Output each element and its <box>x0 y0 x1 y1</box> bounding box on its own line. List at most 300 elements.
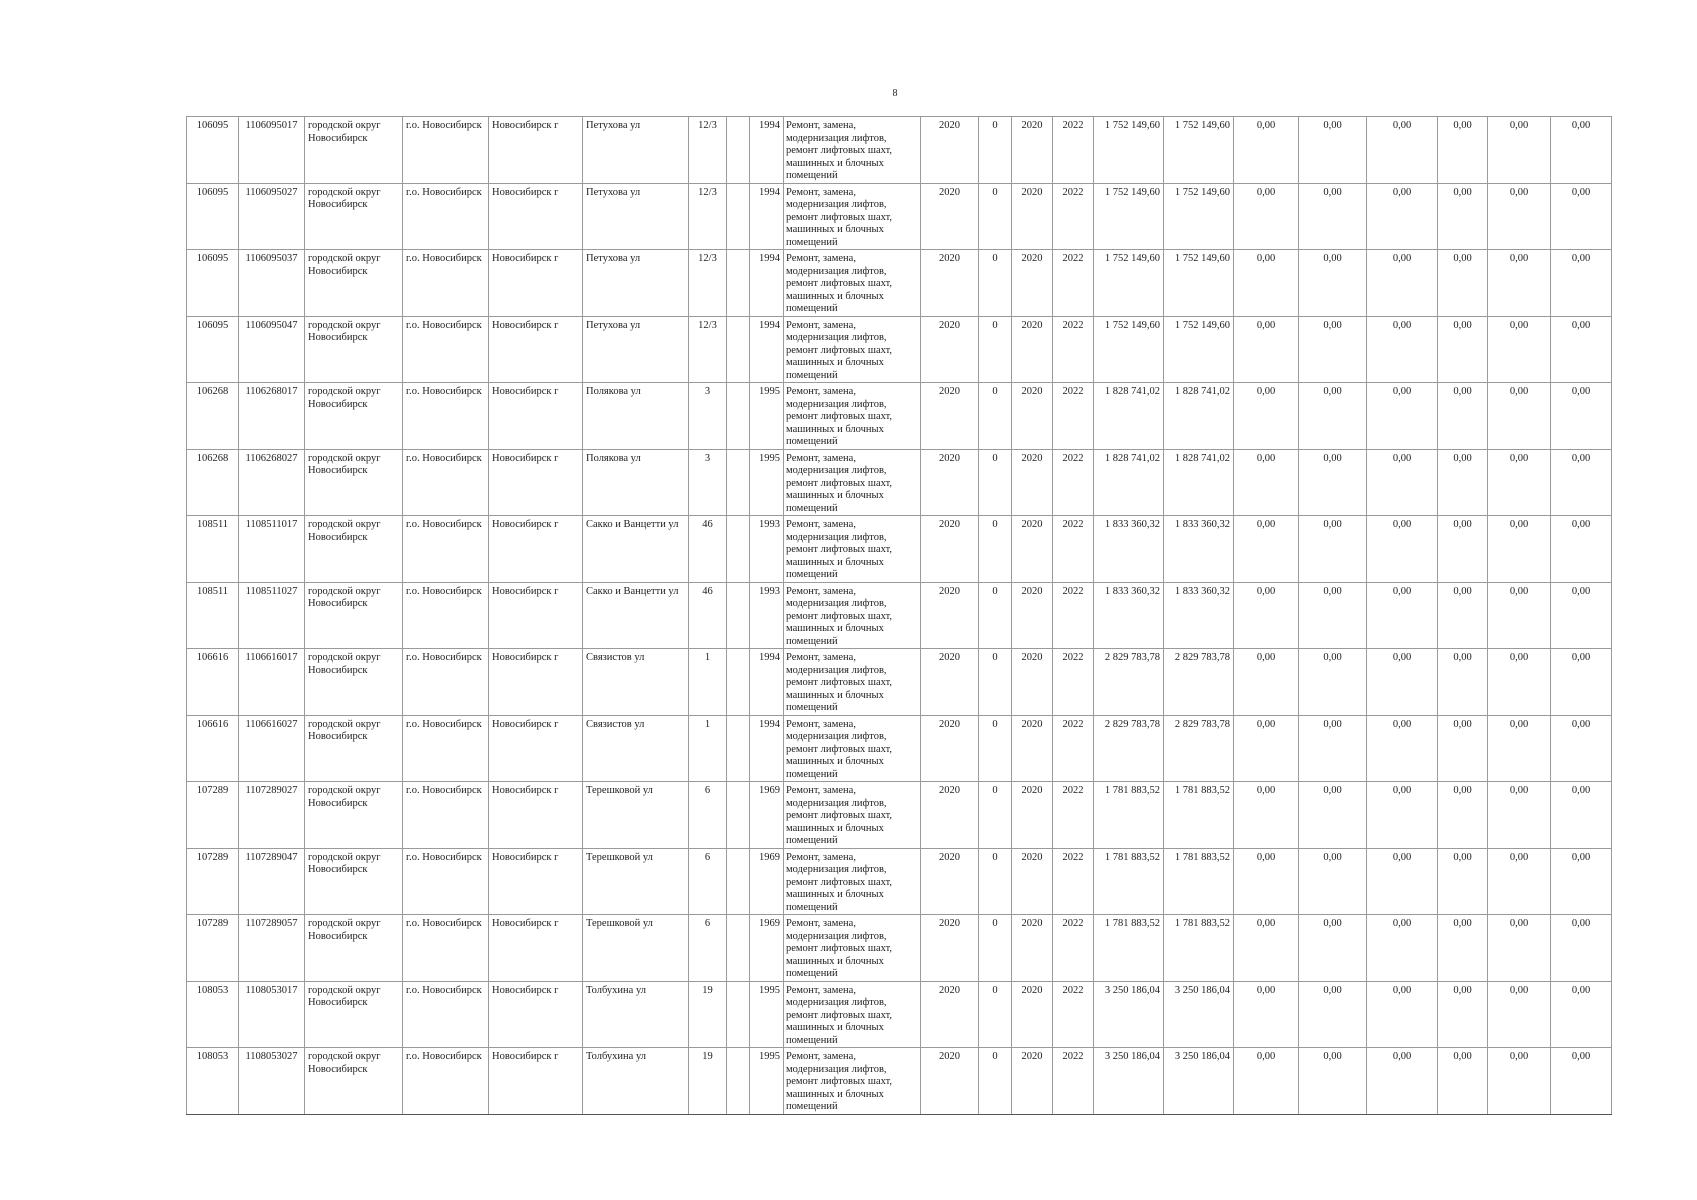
street-cell: Сакко и Ванцетти ул <box>583 582 689 649</box>
amount-cell-6: 0,00 <box>1551 782 1612 849</box>
street-cell: Петухова ул <box>583 117 689 184</box>
amount-cell-1: 0,00 <box>1234 649 1299 716</box>
cost-fund-cell: 2 829 783,78 <box>1164 715 1234 782</box>
house-id-cell: 107289 <box>187 915 239 982</box>
city-district-cell: г.о. Новосибирск <box>403 715 489 782</box>
end-year-cell: 2022 <box>1053 782 1094 849</box>
municipality-cell: городской округ Новосибирск <box>305 782 403 849</box>
build-year-cell: 1994 <box>750 250 784 317</box>
settlement-cell: Новосибирск г <box>489 848 583 915</box>
plan-year-cell: 2020 <box>921 516 979 583</box>
amount-cell-2: 0,00 <box>1299 383 1367 450</box>
cost-total-cell: 1 752 149,60 <box>1094 117 1164 184</box>
amount-cell-6: 0,00 <box>1551 649 1612 716</box>
house-id-cell: 108053 <box>187 1048 239 1115</box>
element-id-cell: 1106268017 <box>239 383 305 450</box>
amount-cell-1: 0,00 <box>1234 117 1299 184</box>
zero-cell: 0 <box>979 715 1012 782</box>
amount-cell-6: 0,00 <box>1551 316 1612 383</box>
house-id-cell: 108511 <box>187 516 239 583</box>
cost-total-cell: 1 781 883,52 <box>1094 915 1164 982</box>
amount-cell-3: 0,00 <box>1367 915 1438 982</box>
settlement-cell: Новосибирск г <box>489 516 583 583</box>
table-row <box>187 250 1612 317</box>
work-type-cell: Ремонт, замена, модернизация лифтов, ремонт лифтовых шахт, машинных и блочных помещений <box>784 848 921 915</box>
element-id-cell: 1106268027 <box>239 449 305 516</box>
element-id-cell: 1106616027 <box>239 715 305 782</box>
city-district-cell: г.о. Новосибирск <box>403 183 489 250</box>
street-cell: Толбухина ул <box>583 981 689 1048</box>
table-row <box>187 516 1612 583</box>
amount-cell-2: 0,00 <box>1299 981 1367 1048</box>
zero-cell: 0 <box>979 915 1012 982</box>
amount-cell-6: 0,00 <box>1551 715 1612 782</box>
start-year-cell: 2020 <box>1012 383 1053 450</box>
end-year-cell: 2022 <box>1053 915 1094 982</box>
start-year-cell: 2020 <box>1012 250 1053 317</box>
amount-cell-6: 0,00 <box>1551 848 1612 915</box>
element-id-cell: 1108511017 <box>239 516 305 583</box>
house-id-cell: 106095 <box>187 117 239 184</box>
cost-fund-cell: 1 781 883,52 <box>1164 915 1234 982</box>
end-year-cell: 2022 <box>1053 117 1094 184</box>
table-row <box>187 449 1612 516</box>
start-year-cell: 2020 <box>1012 117 1053 184</box>
amount-cell-5: 0,00 <box>1488 981 1551 1048</box>
amount-cell-2: 0,00 <box>1299 915 1367 982</box>
house-id-cell: 106268 <box>187 449 239 516</box>
house-id-cell: 107289 <box>187 848 239 915</box>
cost-fund-cell: 1 752 149,60 <box>1164 117 1234 184</box>
end-year-cell: 2022 <box>1053 848 1094 915</box>
work-type-cell: Ремонт, замена, модернизация лифтов, ремонт лифтовых шахт, машинных и блочных помещений <box>784 782 921 849</box>
element-id-cell: 1108511027 <box>239 582 305 649</box>
amount-cell-5: 0,00 <box>1488 649 1551 716</box>
end-year-cell: 2022 <box>1053 383 1094 450</box>
table-row <box>187 981 1612 1048</box>
house-number-cell: 12/3 <box>689 316 727 383</box>
start-year-cell: 2020 <box>1012 915 1053 982</box>
cost-fund-cell: 1 781 883,52 <box>1164 782 1234 849</box>
amount-cell-3: 0,00 <box>1367 383 1438 450</box>
build-year-cell: 1995 <box>750 1048 784 1115</box>
amount-cell-4: 0,00 <box>1438 449 1488 516</box>
amount-cell-3: 0,00 <box>1367 782 1438 849</box>
amount-cell-4: 0,00 <box>1438 1048 1488 1115</box>
end-year-cell: 2022 <box>1053 715 1094 782</box>
zero-cell: 0 <box>979 516 1012 583</box>
house-number-cell: 12/3 <box>689 183 727 250</box>
house-number-cell: 19 <box>689 1048 727 1115</box>
house-number-cell: 1 <box>689 649 727 716</box>
build-year-cell: 1969 <box>750 848 784 915</box>
build-year-cell: 1995 <box>750 981 784 1048</box>
settlement-cell: Новосибирск г <box>489 183 583 250</box>
building-cell <box>727 782 750 849</box>
house-number-cell: 46 <box>689 516 727 583</box>
amount-cell-2: 0,00 <box>1299 316 1367 383</box>
start-year-cell: 2020 <box>1012 183 1053 250</box>
amount-cell-6: 0,00 <box>1551 516 1612 583</box>
element-id-cell: 1106095027 <box>239 183 305 250</box>
house-id-cell: 106616 <box>187 715 239 782</box>
house-number-cell: 3 <box>689 449 727 516</box>
amount-cell-1: 0,00 <box>1234 582 1299 649</box>
repair-registry-table <box>186 116 1612 1115</box>
city-district-cell: г.о. Новосибирск <box>403 848 489 915</box>
build-year-cell: 1994 <box>750 316 784 383</box>
street-cell: Терешковой ул <box>583 915 689 982</box>
amount-cell-5: 0,00 <box>1488 848 1551 915</box>
build-year-cell: 1994 <box>750 649 784 716</box>
cost-total-cell: 1 752 149,60 <box>1094 316 1164 383</box>
zero-cell: 0 <box>979 250 1012 317</box>
build-year-cell: 1994 <box>750 183 784 250</box>
municipality-cell: городской округ Новосибирск <box>305 582 403 649</box>
street-cell: Петухова ул <box>583 183 689 250</box>
build-year-cell: 1994 <box>750 715 784 782</box>
house-number-cell: 19 <box>689 981 727 1048</box>
start-year-cell: 2020 <box>1012 449 1053 516</box>
city-district-cell: г.о. Новосибирск <box>403 250 489 317</box>
settlement-cell: Новосибирск г <box>489 715 583 782</box>
build-year-cell: 1969 <box>750 915 784 982</box>
house-number-cell: 6 <box>689 915 727 982</box>
plan-year-cell: 2020 <box>921 915 979 982</box>
cost-total-cell: 1 752 149,60 <box>1094 183 1164 250</box>
street-cell: Сакко и Ванцетти ул <box>583 516 689 583</box>
amount-cell-3: 0,00 <box>1367 1048 1438 1115</box>
amount-cell-2: 0,00 <box>1299 649 1367 716</box>
work-type-cell: Ремонт, замена, модернизация лифтов, ремонт лифтовых шахт, машинных и блочных помещений <box>784 582 921 649</box>
amount-cell-4: 0,00 <box>1438 715 1488 782</box>
house-number-cell: 12/3 <box>689 250 727 317</box>
zero-cell: 0 <box>979 582 1012 649</box>
amount-cell-2: 0,00 <box>1299 183 1367 250</box>
cost-total-cell: 1 828 741,02 <box>1094 449 1164 516</box>
municipality-cell: городской округ Новосибирск <box>305 383 403 450</box>
city-district-cell: г.о. Новосибирск <box>403 649 489 716</box>
settlement-cell: Новосибирск г <box>489 250 583 317</box>
amount-cell-5: 0,00 <box>1488 915 1551 982</box>
house-id-cell: 108511 <box>187 582 239 649</box>
amount-cell-5: 0,00 <box>1488 316 1551 383</box>
amount-cell-1: 0,00 <box>1234 1048 1299 1115</box>
start-year-cell: 2020 <box>1012 1048 1053 1115</box>
municipality-cell: городской округ Новосибирск <box>305 117 403 184</box>
amount-cell-5: 0,00 <box>1488 449 1551 516</box>
work-type-cell: Ремонт, замена, модернизация лифтов, ремонт лифтовых шахт, машинных и блочных помещений <box>784 516 921 583</box>
amount-cell-4: 0,00 <box>1438 782 1488 849</box>
start-year-cell: 2020 <box>1012 715 1053 782</box>
amount-cell-2: 0,00 <box>1299 1048 1367 1115</box>
cost-fund-cell: 1 828 741,02 <box>1164 449 1234 516</box>
building-cell <box>727 582 750 649</box>
cost-fund-cell: 3 250 186,04 <box>1164 981 1234 1048</box>
municipality-cell: городской округ Новосибирск <box>305 516 403 583</box>
amount-cell-6: 0,00 <box>1551 1048 1612 1115</box>
city-district-cell: г.о. Новосибирск <box>403 516 489 583</box>
street-cell: Полякова ул <box>583 449 689 516</box>
work-type-cell: Ремонт, замена, модернизация лифтов, ремонт лифтовых шахт, машинных и блочных помещений <box>784 649 921 716</box>
amount-cell-4: 0,00 <box>1438 117 1488 184</box>
settlement-cell: Новосибирск г <box>489 316 583 383</box>
house-number-cell: 6 <box>689 782 727 849</box>
city-district-cell: г.о. Новосибирск <box>403 117 489 184</box>
cost-total-cell: 1 781 883,52 <box>1094 848 1164 915</box>
amount-cell-6: 0,00 <box>1551 183 1612 250</box>
building-cell <box>727 848 750 915</box>
element-id-cell: 1107289047 <box>239 848 305 915</box>
registry-body <box>187 117 1612 1115</box>
municipality-cell: городской округ Новосибирск <box>305 649 403 716</box>
element-id-cell: 1108053027 <box>239 1048 305 1115</box>
amount-cell-6: 0,00 <box>1551 981 1612 1048</box>
amount-cell-5: 0,00 <box>1488 782 1551 849</box>
municipality-cell: городской округ Новосибирск <box>305 183 403 250</box>
cost-fund-cell: 2 829 783,78 <box>1164 649 1234 716</box>
settlement-cell: Новосибирск г <box>489 1048 583 1115</box>
amount-cell-1: 0,00 <box>1234 449 1299 516</box>
cost-fund-cell: 1 833 360,32 <box>1164 516 1234 583</box>
start-year-cell: 2020 <box>1012 782 1053 849</box>
cost-total-cell: 1 833 360,32 <box>1094 516 1164 583</box>
amount-cell-3: 0,00 <box>1367 715 1438 782</box>
zero-cell: 0 <box>979 383 1012 450</box>
cost-fund-cell: 1 781 883,52 <box>1164 848 1234 915</box>
zero-cell: 0 <box>979 449 1012 516</box>
amount-cell-4: 0,00 <box>1438 516 1488 583</box>
building-cell <box>727 316 750 383</box>
municipality-cell: городской округ Новосибирск <box>305 449 403 516</box>
amount-cell-6: 0,00 <box>1551 383 1612 450</box>
amount-cell-5: 0,00 <box>1488 117 1551 184</box>
table-row <box>187 316 1612 383</box>
building-cell <box>727 649 750 716</box>
build-year-cell: 1993 <box>750 516 784 583</box>
cost-total-cell: 2 829 783,78 <box>1094 715 1164 782</box>
plan-year-cell: 2020 <box>921 316 979 383</box>
settlement-cell: Новосибирск г <box>489 915 583 982</box>
amount-cell-4: 0,00 <box>1438 582 1488 649</box>
city-district-cell: г.о. Новосибирск <box>403 782 489 849</box>
settlement-cell: Новосибирск г <box>489 383 583 450</box>
building-cell <box>727 1048 750 1115</box>
element-id-cell: 1107289057 <box>239 915 305 982</box>
start-year-cell: 2020 <box>1012 582 1053 649</box>
amount-cell-3: 0,00 <box>1367 449 1438 516</box>
amount-cell-5: 0,00 <box>1488 582 1551 649</box>
work-type-cell: Ремонт, замена, модернизация лифтов, ремонт лифтовых шахт, машинных и блочных помещений <box>784 183 921 250</box>
build-year-cell: 1994 <box>750 117 784 184</box>
street-cell: Связистов ул <box>583 649 689 716</box>
plan-year-cell: 2020 <box>921 715 979 782</box>
zero-cell: 0 <box>979 316 1012 383</box>
element-id-cell: 1106616017 <box>239 649 305 716</box>
end-year-cell: 2022 <box>1053 1048 1094 1115</box>
end-year-cell: 2022 <box>1053 250 1094 317</box>
city-district-cell: г.о. Новосибирск <box>403 1048 489 1115</box>
amount-cell-3: 0,00 <box>1367 250 1438 317</box>
city-district-cell: г.о. Новосибирск <box>403 981 489 1048</box>
amount-cell-1: 0,00 <box>1234 250 1299 317</box>
table-row <box>187 915 1612 982</box>
element-id-cell: 1106095047 <box>239 316 305 383</box>
street-cell: Толбухина ул <box>583 1048 689 1115</box>
cost-fund-cell: 3 250 186,04 <box>1164 1048 1234 1115</box>
plan-year-cell: 2020 <box>921 117 979 184</box>
amount-cell-2: 0,00 <box>1299 250 1367 317</box>
municipality-cell: городской округ Новосибирск <box>305 981 403 1048</box>
amount-cell-3: 0,00 <box>1367 582 1438 649</box>
amount-cell-2: 0,00 <box>1299 848 1367 915</box>
amount-cell-4: 0,00 <box>1438 848 1488 915</box>
building-cell <box>727 250 750 317</box>
cost-total-cell: 1 833 360,32 <box>1094 582 1164 649</box>
street-cell: Полякова ул <box>583 383 689 450</box>
cost-fund-cell: 1 752 149,60 <box>1164 250 1234 317</box>
house-number-cell: 1 <box>689 715 727 782</box>
table-row <box>187 183 1612 250</box>
cost-fund-cell: 1 752 149,60 <box>1164 316 1234 383</box>
end-year-cell: 2022 <box>1053 316 1094 383</box>
cost-total-cell: 1 752 149,60 <box>1094 250 1164 317</box>
settlement-cell: Новосибирск г <box>489 649 583 716</box>
zero-cell: 0 <box>979 117 1012 184</box>
street-cell: Терешковой ул <box>583 848 689 915</box>
zero-cell: 0 <box>979 183 1012 250</box>
table-row <box>187 383 1612 450</box>
work-type-cell: Ремонт, замена, модернизация лифтов, ремонт лифтовых шахт, машинных и блочных помещений <box>784 915 921 982</box>
cost-total-cell: 3 250 186,04 <box>1094 1048 1164 1115</box>
house-id-cell: 106095 <box>187 316 239 383</box>
amount-cell-2: 0,00 <box>1299 782 1367 849</box>
table-row <box>187 715 1612 782</box>
city-district-cell: г.о. Новосибирск <box>403 582 489 649</box>
house-id-cell: 106095 <box>187 250 239 317</box>
settlement-cell: Новосибирск г <box>489 449 583 516</box>
amount-cell-1: 0,00 <box>1234 848 1299 915</box>
amount-cell-2: 0,00 <box>1299 516 1367 583</box>
amount-cell-4: 0,00 <box>1438 383 1488 450</box>
build-year-cell: 1969 <box>750 782 784 849</box>
start-year-cell: 2020 <box>1012 981 1053 1048</box>
city-district-cell: г.о. Новосибирск <box>403 383 489 450</box>
start-year-cell: 2020 <box>1012 316 1053 383</box>
plan-year-cell: 2020 <box>921 183 979 250</box>
start-year-cell: 2020 <box>1012 516 1053 583</box>
amount-cell-6: 0,00 <box>1551 915 1612 982</box>
amount-cell-6: 0,00 <box>1551 449 1612 516</box>
plan-year-cell: 2020 <box>921 848 979 915</box>
amount-cell-3: 0,00 <box>1367 117 1438 184</box>
work-type-cell: Ремонт, замена, модернизация лифтов, ремонт лифтовых шахт, машинных и блочных помещений <box>784 981 921 1048</box>
house-id-cell: 106268 <box>187 383 239 450</box>
building-cell <box>727 516 750 583</box>
amount-cell-1: 0,00 <box>1234 183 1299 250</box>
house-number-cell: 3 <box>689 383 727 450</box>
plan-year-cell: 2020 <box>921 383 979 450</box>
amount-cell-3: 0,00 <box>1367 316 1438 383</box>
cost-fund-cell: 1 752 149,60 <box>1164 183 1234 250</box>
amount-cell-5: 0,00 <box>1488 1048 1551 1115</box>
amount-cell-2: 0,00 <box>1299 715 1367 782</box>
page-number: 8 <box>892 88 898 99</box>
table-row <box>187 582 1612 649</box>
table-row <box>187 782 1612 849</box>
amount-cell-2: 0,00 <box>1299 117 1367 184</box>
table-row <box>187 117 1612 184</box>
street-cell: Петухова ул <box>583 250 689 317</box>
amount-cell-1: 0,00 <box>1234 782 1299 849</box>
building-cell <box>727 915 750 982</box>
element-id-cell: 1106095017 <box>239 117 305 184</box>
amount-cell-4: 0,00 <box>1438 981 1488 1048</box>
work-type-cell: Ремонт, замена, модернизация лифтов, ремонт лифтовых шахт, машинных и блочных помещений <box>784 1048 921 1115</box>
end-year-cell: 2022 <box>1053 981 1094 1048</box>
build-year-cell: 1995 <box>750 383 784 450</box>
table-row <box>187 1048 1612 1115</box>
amount-cell-5: 0,00 <box>1488 516 1551 583</box>
building-cell <box>727 183 750 250</box>
start-year-cell: 2020 <box>1012 848 1053 915</box>
amount-cell-1: 0,00 <box>1234 915 1299 982</box>
zero-cell: 0 <box>979 649 1012 716</box>
element-id-cell: 1107289027 <box>239 782 305 849</box>
amount-cell-4: 0,00 <box>1438 183 1488 250</box>
municipality-cell: городской округ Новосибирск <box>305 715 403 782</box>
cost-total-cell: 3 250 186,04 <box>1094 981 1164 1048</box>
cost-total-cell: 1 828 741,02 <box>1094 383 1164 450</box>
work-type-cell: Ремонт, замена, модернизация лифтов, ремонт лифтовых шахт, машинных и блочных помещений <box>784 117 921 184</box>
plan-year-cell: 2020 <box>921 582 979 649</box>
house-id-cell: 106616 <box>187 649 239 716</box>
amount-cell-3: 0,00 <box>1367 516 1438 583</box>
municipality-cell: городской округ Новосибирск <box>305 1048 403 1115</box>
table-row <box>187 649 1612 716</box>
building-cell <box>727 449 750 516</box>
house-id-cell: 108053 <box>187 981 239 1048</box>
amount-cell-1: 0,00 <box>1234 516 1299 583</box>
amount-cell-5: 0,00 <box>1488 715 1551 782</box>
settlement-cell: Новосибирск г <box>489 981 583 1048</box>
amount-cell-2: 0,00 <box>1299 582 1367 649</box>
cost-total-cell: 1 781 883,52 <box>1094 782 1164 849</box>
element-id-cell: 1108053017 <box>239 981 305 1048</box>
municipality-cell: городской округ Новосибирск <box>305 848 403 915</box>
end-year-cell: 2022 <box>1053 449 1094 516</box>
amount-cell-1: 0,00 <box>1234 981 1299 1048</box>
amount-cell-4: 0,00 <box>1438 649 1488 716</box>
plan-year-cell: 2020 <box>921 782 979 849</box>
plan-year-cell: 2020 <box>921 250 979 317</box>
cost-total-cell: 2 829 783,78 <box>1094 649 1164 716</box>
end-year-cell: 2022 <box>1053 649 1094 716</box>
amount-cell-4: 0,00 <box>1438 250 1488 317</box>
settlement-cell: Новосибирск г <box>489 117 583 184</box>
amount-cell-3: 0,00 <box>1367 649 1438 716</box>
zero-cell: 0 <box>979 848 1012 915</box>
plan-year-cell: 2020 <box>921 449 979 516</box>
building-cell <box>727 383 750 450</box>
amount-cell-3: 0,00 <box>1367 183 1438 250</box>
amount-cell-1: 0,00 <box>1234 316 1299 383</box>
amount-cell-6: 0,00 <box>1551 250 1612 317</box>
house-number-cell: 12/3 <box>689 117 727 184</box>
municipality-cell: городской округ Новосибирск <box>305 316 403 383</box>
zero-cell: 0 <box>979 981 1012 1048</box>
city-district-cell: г.о. Новосибирск <box>403 915 489 982</box>
